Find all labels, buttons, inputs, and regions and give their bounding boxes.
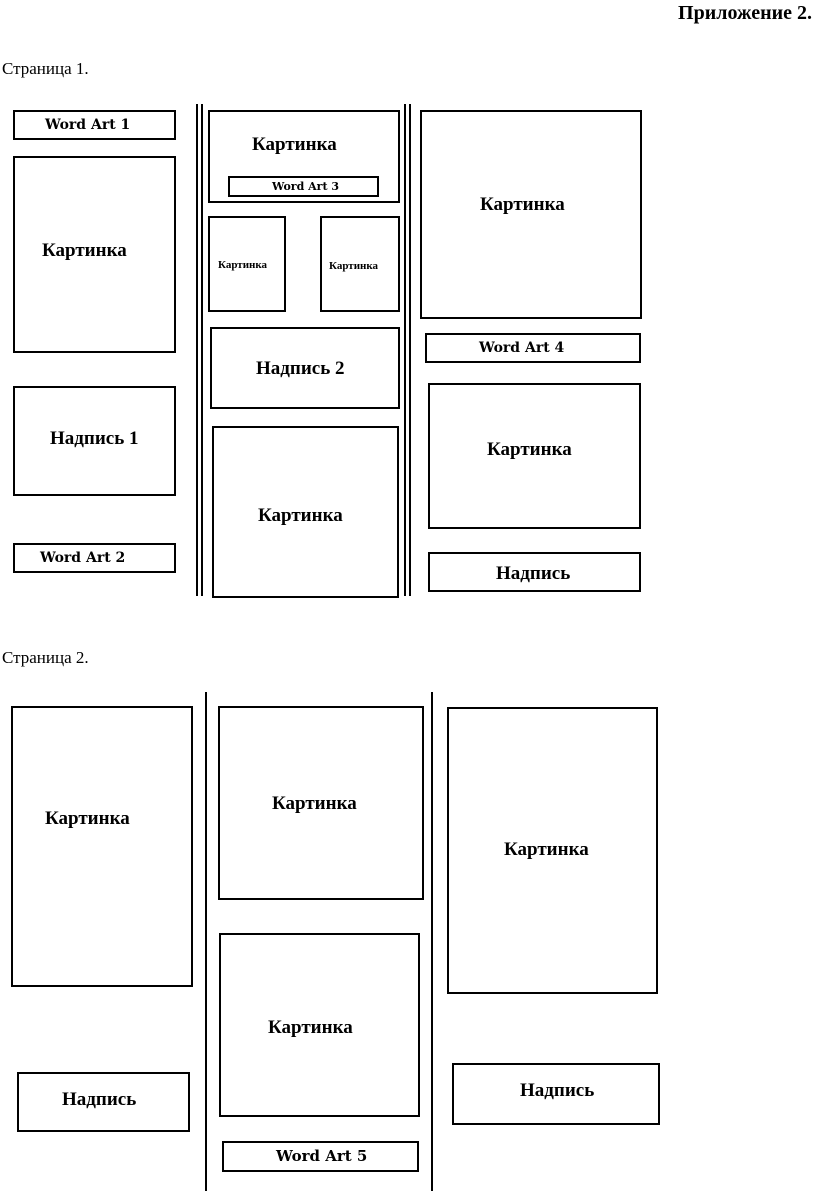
caption-box <box>452 1063 660 1125</box>
picture-placeholder <box>428 383 641 529</box>
picture-label: Картинка <box>218 259 268 271</box>
column-divider <box>201 104 203 596</box>
picture-label: Картинка <box>480 194 565 215</box>
picture-label: Картинка <box>272 793 357 814</box>
word-art-4-text: Word Art 4 <box>479 340 565 356</box>
caption-2-box <box>210 327 400 409</box>
word-art-4-box <box>425 333 641 363</box>
picture-placeholder <box>208 216 286 312</box>
caption-2-label: Надпись 2 <box>256 358 345 379</box>
picture-label: Картинка <box>329 260 379 272</box>
appendix-title: Приложение 2. <box>678 2 812 24</box>
column-divider <box>431 692 433 1191</box>
picture-label: Картинка <box>268 1017 353 1038</box>
picture-placeholder <box>212 426 399 598</box>
picture-placeholder <box>219 933 420 1117</box>
word-art-2-box <box>13 543 176 573</box>
caption-label: Надпись <box>62 1089 137 1110</box>
column-divider <box>196 104 198 596</box>
picture-placeholder <box>420 110 642 319</box>
caption-label: Надпись <box>520 1080 595 1101</box>
word-art-5-box <box>222 1141 419 1172</box>
picture-placeholder <box>218 706 424 900</box>
page-2-label: Страница 2. <box>2 648 89 667</box>
picture-placeholder <box>447 707 658 994</box>
caption-1-label: Надпись 1 <box>50 428 139 449</box>
word-art-1-box <box>13 110 176 140</box>
picture-label: Картинка <box>252 134 337 155</box>
picture-label: Картинка <box>45 808 130 829</box>
word-art-5-text: Word Art 5 <box>276 1147 368 1165</box>
word-art-3-box <box>228 176 379 197</box>
picture-label: Картинка <box>487 439 572 460</box>
column-divider <box>409 104 411 596</box>
word-art-3-text: Word Art 3 <box>272 180 340 193</box>
word-art-2-text: Word Art 2 <box>40 550 126 566</box>
caption-label: Надпись <box>496 563 571 584</box>
picture-label: Картинка <box>258 505 343 526</box>
picture-placeholder <box>13 156 176 353</box>
picture-placeholder <box>11 706 193 987</box>
caption-1-box <box>13 386 176 496</box>
page-1-label: Страница 1. <box>2 59 89 78</box>
column-divider <box>404 104 406 596</box>
picture-placeholder <box>320 216 400 312</box>
word-art-1-text: Word Art 1 <box>45 117 131 133</box>
picture-label: Картинка <box>504 839 589 860</box>
caption-box <box>17 1072 190 1132</box>
column-divider <box>205 692 207 1191</box>
picture-label: Картинка <box>42 240 127 261</box>
caption-box <box>428 552 641 592</box>
